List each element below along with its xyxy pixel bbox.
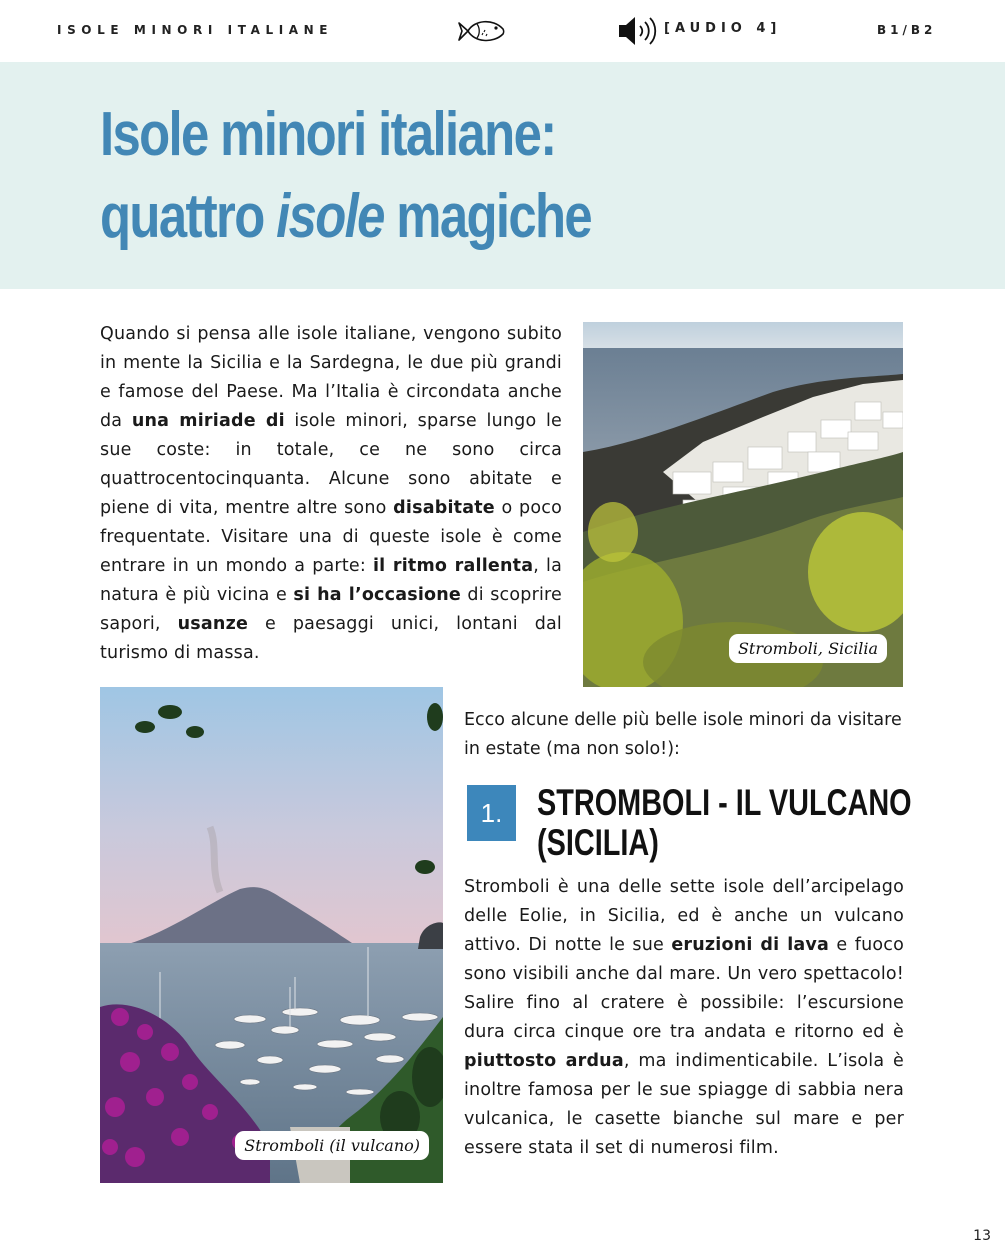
title-line-1: Isole minori italiane: xyxy=(100,100,556,169)
photo-caption-1: Stromboli, Sicilia xyxy=(729,634,887,663)
title-line-2c: magiche xyxy=(396,182,592,251)
section-bold-2: piuttosto ardua xyxy=(464,1051,624,1071)
intro-text-3: o poco frequentate. Visitare una di queste isole è come entrare in un mondo a parte: xyxy=(100,498,562,576)
section-title xyxy=(537,783,912,863)
section-bold-1: eruzioni di lava xyxy=(671,935,830,955)
section-text-3: , ma indimenticabile. L’isola è inoltre famosa per le sue spiagge di sabbia nera vulcanica, le casette bianche sul mare e per essere stata il set di numerosi film. xyxy=(464,1051,904,1158)
intro-bold-5: usanze xyxy=(177,614,249,634)
section-title-line-1: STROMBOLI - IL VULCANO xyxy=(537,782,912,823)
intro-text-2: isole minori, sparse lungo le sue coste: in totale, ce ne sono circa quattrocentocinquanta. Alcune sono abitate e piene di vita, mentre altre sono xyxy=(100,411,562,518)
title-line-2b: isole xyxy=(276,182,384,251)
section-text-1: Stromboli è una delle sette isole dell’arcipelago delle Eolie, in Sicilia, ed è anche un vulcano attivo. Di notte le sue xyxy=(464,877,904,955)
intro-text-6: e paesaggi unici, lontani dal turismo di massa. xyxy=(100,614,562,663)
section-body xyxy=(464,873,904,1163)
intro-bold-4: si ha l’occasione xyxy=(293,585,461,605)
audio-label[interactable]: [AUDIO 4] xyxy=(664,21,782,36)
intro-bold-3: il ritmo rallenta xyxy=(372,556,534,576)
intro-bold-1: una miriade di xyxy=(131,411,285,431)
page-number: 13 xyxy=(973,1228,991,1244)
speaker-icon[interactable] xyxy=(617,14,659,48)
series-title: ISOLE MINORI ITALIANE xyxy=(57,23,334,37)
lead-paragraph: Ecco alcune delle più belle isole minori da visitare in estate (ma non solo!): xyxy=(464,710,902,759)
intro-text-1: Quando si pensa alle isole italiane, vengono subito in mente la Sicilia e la Sardegna, le due più grandi e famose del Paese. Ma l’Italia è circondata anche da xyxy=(100,324,562,431)
intro-text-5: di scoprire sapori, xyxy=(100,585,563,634)
title-line-2a: quattro xyxy=(100,182,264,251)
level-label: B1/B2 xyxy=(877,23,937,37)
page-header xyxy=(0,0,1005,62)
fish-icon xyxy=(455,14,507,48)
section-title-line-2: (SICILIA) xyxy=(537,822,659,863)
intro-paragraph xyxy=(100,320,562,668)
intro-bold-2: disabitate xyxy=(393,498,495,518)
section-text-2: e fuoco sono visibili anche dal mare. Un vero spettacolo! Salire fino al cratere è possibile: l’escursione dura circa cinque ore tra andata e ritorno ed è xyxy=(464,935,904,1042)
section-number-badge: 1. xyxy=(467,785,516,841)
stromboli-volcano-photo xyxy=(100,687,443,1183)
page-title xyxy=(100,94,591,258)
stromboli-village-photo xyxy=(583,322,903,687)
photo-caption-2: Stromboli (il vulcano) xyxy=(235,1131,429,1160)
intro-text-4: , la natura è più vicina e xyxy=(100,556,562,605)
